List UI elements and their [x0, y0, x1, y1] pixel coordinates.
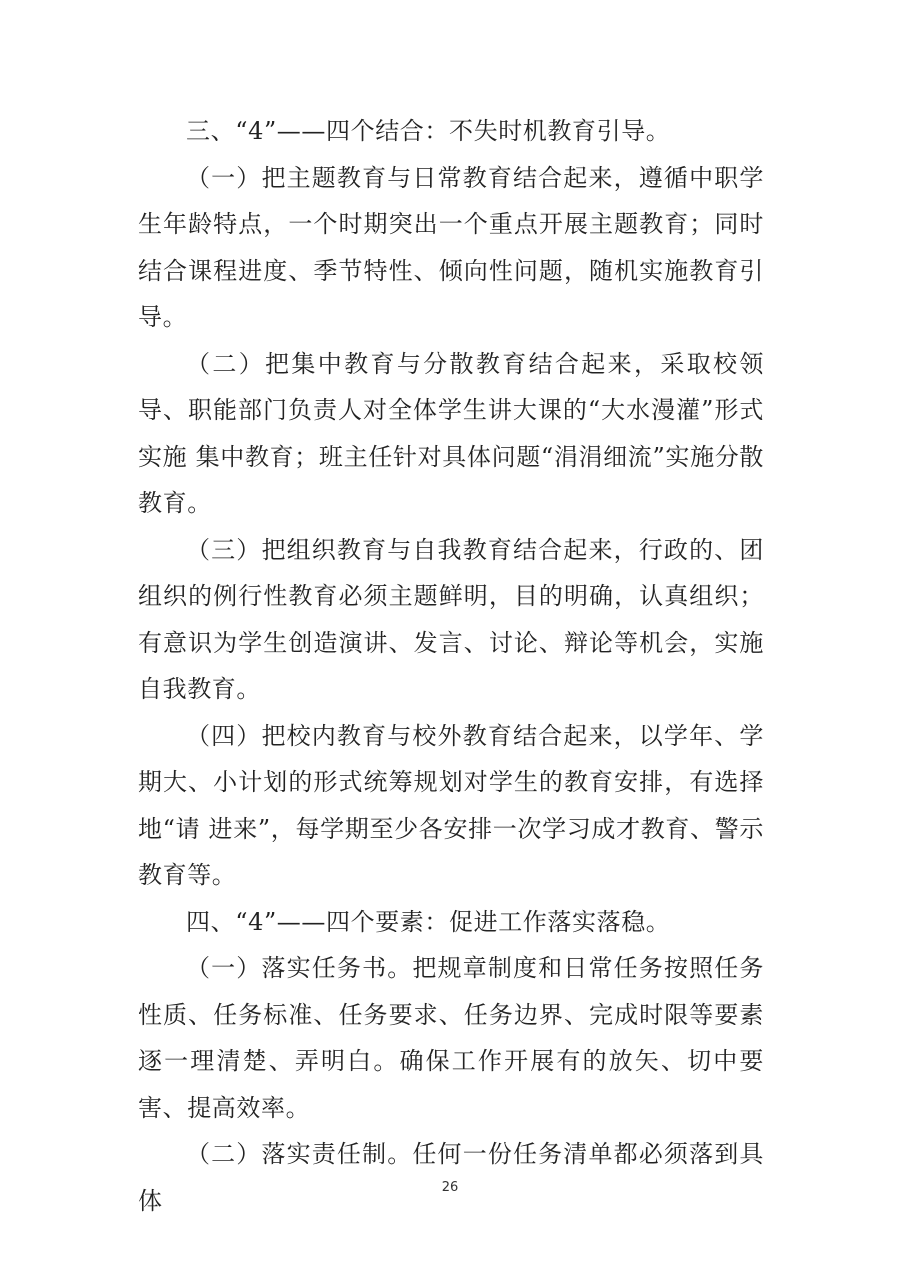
paragraph-3-1: （一）把主题教育与日常教育结合起来，遵循中职学生年龄特点，一个时期突出一个重点开展主题教育；同时结合课程进度、季节特性、倾向性问题，随机实施教育引导。 — [138, 163, 764, 331]
paragraph-4-2: （二）落实责任制。任何一份任务清单都必须落到具体 — [138, 1140, 764, 1215]
page-number: 26 — [441, 1180, 459, 1195]
section-heading-four: 四、“4”——四个要素：促进工作落实落稳。 — [186, 907, 671, 936]
paragraph-3-3: （三）把组织教育与自我教育结合起来，行政的、团组织的例行性教育必须主题鲜明，目的明确，认真组织；有意识为学生创造演讲、发言、讨论、辩论等机会，实施自我教育。 — [138, 535, 764, 703]
document-body — [138, 108, 764, 1224]
paragraph-3-4: （四）把校内教育与校外教育结合起来，以学年、学期大、小计划的形式统筹规划对学生的教育安排，有选择地“请 进来”，每学期至少各安排一次学习成才教育、警示教育等。 — [138, 721, 764, 889]
paragraph-4-1: （一）落实任务书。把规章制度和日常任务按照任务性质、任务标准、任务要求、任务边界、完成时限等要素逐一理清楚、弄明白。确保工作开展有的放矢、切中要害、提高效率。 — [138, 954, 764, 1122]
paragraph-3-2: （二）把集中教育与分散教育结合起来，采取校领导、职能部门负责人对全体学生讲大课的“大水漫灌”形式实施 集中教育；班主任针对具体问题“涓涓细流”实施分散教育。 — [138, 349, 764, 517]
section-heading-three: 三、“4”——四个结合：不失时机教育引导。 — [186, 117, 671, 145]
